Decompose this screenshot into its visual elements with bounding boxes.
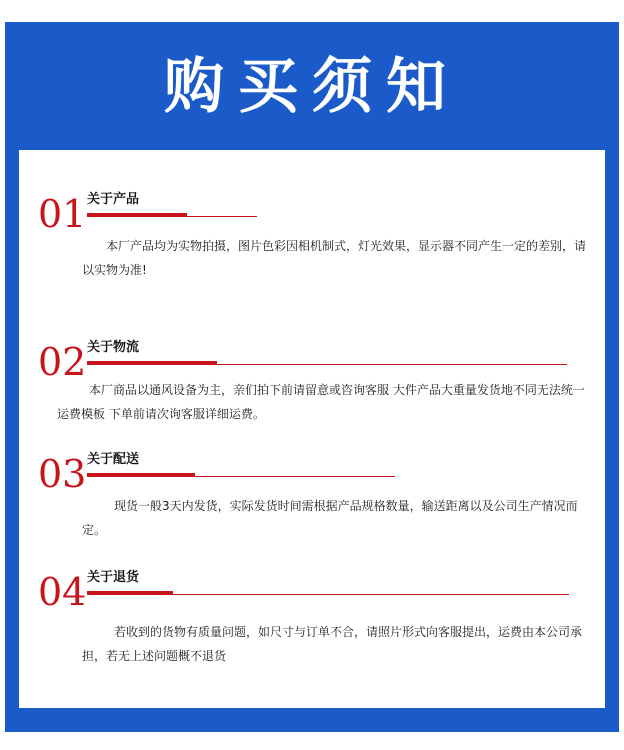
- section-heading: 关于产品: [87, 192, 140, 207]
- heading-rule: [173, 594, 569, 595]
- section-body: 现货一般3天内发货，实际发货时间需根据产品规格数量，输送距离以及公司生产情况而定。: [82, 499, 578, 537]
- heading-rule: [217, 364, 567, 365]
- section-number: 02: [38, 340, 87, 384]
- section-number: 03: [38, 452, 87, 496]
- section-heading: 关于退货: [87, 570, 140, 585]
- heading-underline: [87, 591, 173, 595]
- content-panel: [19, 150, 605, 708]
- section-body: 本厂产品均为实物拍摄，图片色彩因相机制式，灯光效果，显示器不同产生一定的差别，请以实物为准!: [82, 239, 587, 277]
- section-body: 若收到的货物有质量问题，如尺寸与订单不合，请照片形式向客服提出，运费由本公司承担，若无上述问题概不退货: [82, 625, 583, 663]
- section-number: 04: [38, 570, 87, 614]
- heading-underline: [87, 213, 187, 217]
- heading-rule: [187, 216, 257, 217]
- heading-underline: [87, 361, 217, 365]
- page-title: 购买须知: [164, 52, 460, 122]
- section-heading: 关于物流: [87, 340, 140, 355]
- heading-rule: [195, 476, 395, 477]
- section-heading: 关于配送: [87, 452, 140, 467]
- section-number: 01: [38, 192, 87, 236]
- heading-underline: [87, 473, 195, 477]
- section-body: 本厂商品以通风设备为主，亲们拍下前请留意或咨询客服 大件产品大重量发货地不同无法统一运费模板 下单前请次询客服详细运费。: [57, 383, 585, 421]
